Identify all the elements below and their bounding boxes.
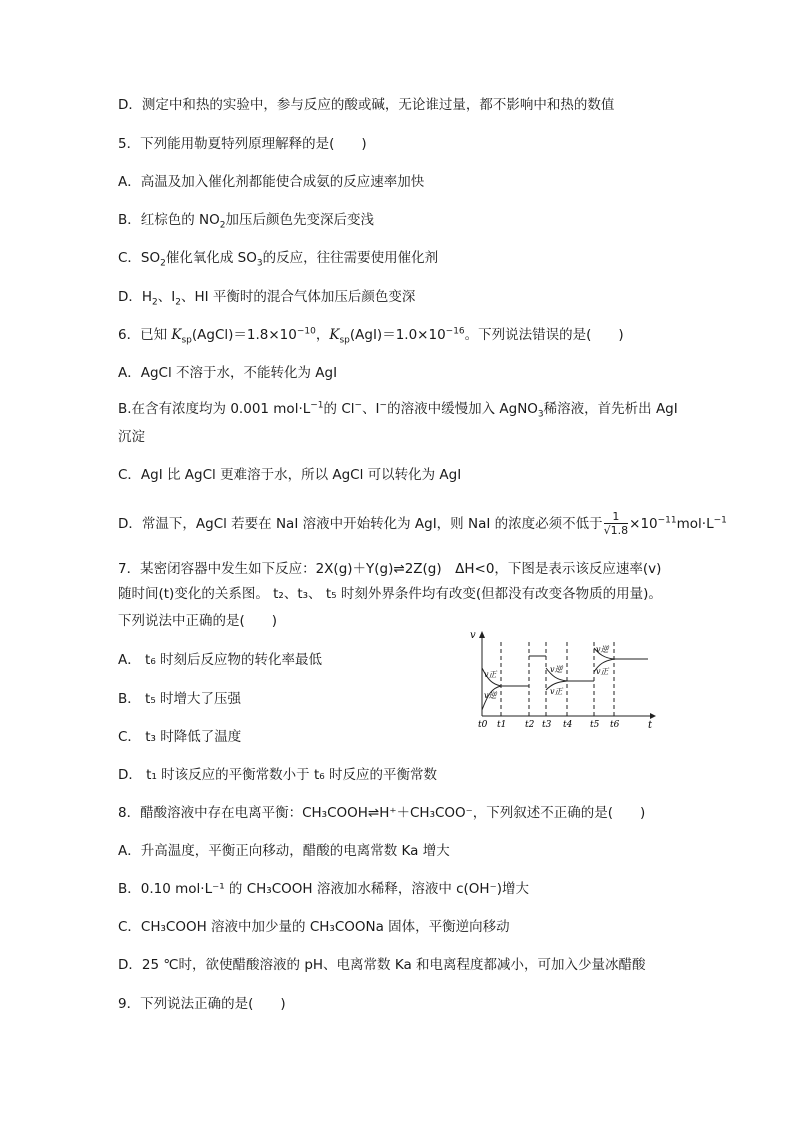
q7-option-b: B． t₅ 时增大了压强 [118,691,242,707]
tick-t5: t5 [590,720,600,730]
q5-option-d: D．$H_2$、$I_2$、HI 平衡时的混合气体加压后颜色变深 [118,289,416,308]
tick-t0: t0 [478,720,488,730]
tick-t2: t2 [525,720,535,730]
label-forward-5: v正 [596,667,609,676]
ksp-sub: sp [339,335,350,346]
tick-t1: t1 [497,720,507,730]
q7-stem-line3: 下列说法中正确的是( ) [118,613,278,629]
rate-time-graph [462,628,662,732]
q7-option-c: C． t₃ 时降低了温度 [118,729,242,745]
tick-t3: t3 [542,720,552,730]
y-axis-arrow-icon [479,631,485,638]
time-ticks [478,720,620,730]
q9-stem: 9．下列说法正确的是( ) [118,996,286,1012]
q7-stem-line1: 7．某密闭容器中发生如下反应：2X(g)＋Y(g)⇌2Z(g) ΔH<0，下图是表示该反应速率(v) [118,561,662,577]
q6-option-b-line1: B.在含有浓度均为 0.001 $mol\cdot L^{-1}$的 Cl−、I−的溶液中缓慢加入 AgNO$_3$稀溶液，首先析出 AgI [118,400,678,420]
rate-curves [482,648,648,710]
q4-option-d: D．测定中和热的实验中，参与反应的酸或碱，无论谁过量，都不影响中和热的数值 [118,97,615,113]
q7-option-a: A． t₆ 时刻后反应物的转化率最低 [118,652,323,668]
q6-option-c: C．AgI 比 AgCl 更难溶于水，所以 AgCl 可以转化为 AgI [118,467,462,483]
q8-option-b: B．0.10 mol·L⁻¹ 的 CH₃COOH 溶液加水稀释，溶液中 c(OH⁻)增大 [118,881,529,897]
label-forward-1: v正 [484,670,497,679]
y-axis-label: v [470,630,476,641]
q8-option-c: C．CH₃COOH 溶液中加少量的 CH₃COONa 固体，平衡逆向移动 [118,919,510,935]
q8-stem: 8．醋酸溶液中存在电离平衡：CH₃COOH⇌H⁺＋CH₃COO⁻，下列叙述不正确的是( ) [118,805,646,821]
label-reverse-5: v逆 [596,645,609,654]
label-reverse-1: v逆 [484,691,497,700]
q8-option-d: D．25 ℃时，欲使醋酸溶液的 pH、电离常数 Ka 和电离程度都减小，可加入少量冰醋酸 [118,957,646,973]
q6-option-b-line2: 沉淀 [118,429,145,445]
q7-stem-line2: 随时间(t)变化的关系图。 t₂、t₃、 t₅ 时刻外界条件均有改变(但都没有改变各物质的用量)。 [118,586,662,602]
fraction: $\frac{1}{√1.8}$ [603,510,629,537]
q6-option-d: D．常温下，AgCl 若要在 NaI 溶液中开始转化为 AgI，则 NaI 的浓度必须不低于 $\frac{1}{√1.8}$ $\times 10^{-11}mol\cdot L^{-1}$ [118,510,727,537]
q6-option-a: A．AgCl 不溶于水，不能转化为 AgI [118,365,338,381]
tick-t6: t6 [610,720,620,730]
ksp-symbol: K [329,327,340,343]
q5-option-b: B．红棕色的 $NO_2$加压后颜色先变深后变浅 [118,212,375,231]
label-reverse-3: v逆 [550,665,563,674]
label-forward-3: v正 [550,687,563,696]
q8-option-a: A．升高温度，平衡正向移动，醋酸的电离常数 Ka 增大 [118,843,450,859]
q7-option-d: D． t₁ 时该反应的平衡常数小于 t₆ 时反应的平衡常数 [118,767,437,783]
q5-stem: 5．下列能用勒夏特列原理解释的是( ) [118,136,367,152]
tick-t4: t4 [563,720,573,730]
x-axis-arrow-icon [650,713,656,719]
q6-stem: 6．已知 $K_{sp}(AgCl)=1.8\times 10^{-10}$，$K_{sp}(AgI)=1.0\times 10^{-16}$。下列说法错误的是( ) [118,326,624,346]
q5-option-c: C．$SO_2$催化氧化成 $SO_3$的反应，往往需要使用催化剂 [118,250,439,269]
q5-option-a: A．高温及加入催化剂都能使合成氨的反应速率加快 [118,174,425,190]
x-axis-label: t [648,720,653,731]
